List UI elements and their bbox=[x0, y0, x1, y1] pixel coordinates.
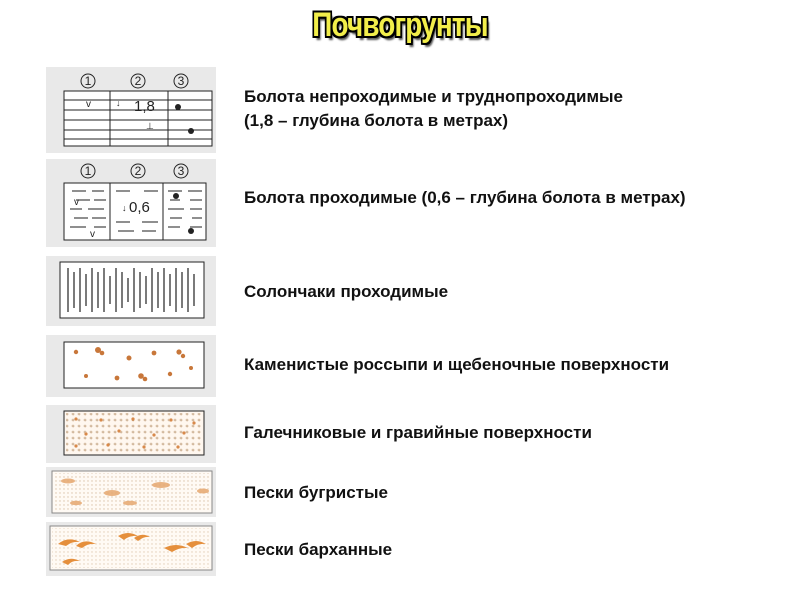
legend-label-line: Пески барханные bbox=[244, 540, 393, 559]
salt-marsh-symbol bbox=[46, 256, 216, 326]
page-title: Почвогрунты bbox=[312, 6, 488, 44]
legend-label bbox=[244, 421, 592, 445]
legend-label-line: Солончаки проходимые bbox=[244, 282, 449, 301]
swamp-passable-symbol bbox=[46, 159, 216, 247]
page-title-wrap bbox=[0, 6, 800, 45]
svg-text:v: v bbox=[90, 229, 95, 240]
mark-3: 3 bbox=[177, 164, 185, 178]
svg-text:↓: ↓ bbox=[122, 203, 127, 213]
legend-label bbox=[244, 186, 686, 210]
swamp-depth-label: 0,6 bbox=[129, 199, 150, 216]
mark-2: 2 bbox=[134, 74, 142, 88]
swamp-impassable-symbol bbox=[46, 67, 216, 153]
legend-label-line: (1,8 – глубина болота в метрах) bbox=[244, 111, 509, 130]
legend-label-line: Пески бугристые bbox=[244, 483, 388, 502]
legend-label-line: Болота проходимые (0,6 – глубина болота в метрах) bbox=[244, 188, 686, 207]
svg-text:v: v bbox=[86, 99, 91, 110]
pebble-gravel-symbol bbox=[46, 405, 216, 463]
svg-text:↓: ↓ bbox=[116, 98, 121, 108]
barchan-sand-symbol bbox=[46, 522, 216, 576]
svg-text:v: v bbox=[74, 197, 79, 208]
legend-label bbox=[244, 538, 392, 562]
legend-label-line: Каменистые россыпи и щебеночные поверхности bbox=[244, 355, 670, 374]
svg-text:⊥: ⊥ bbox=[146, 121, 154, 131]
mark-1: 1 bbox=[84, 74, 92, 88]
legend-label bbox=[244, 353, 669, 377]
legend-label bbox=[244, 280, 448, 304]
legend-label bbox=[244, 85, 623, 133]
swamp-depth-label: 1,8 bbox=[134, 98, 155, 115]
stony-placer-symbol bbox=[46, 335, 216, 397]
legend-label-line: Галечниковые и гравийные поверхности bbox=[244, 423, 592, 442]
mark-2: 2 bbox=[134, 164, 142, 178]
mark-1: 1 bbox=[84, 164, 92, 178]
legend-label bbox=[244, 481, 388, 505]
hummocky-sand-symbol bbox=[46, 467, 216, 517]
legend-label-line: Болота непроходимые и труднопроходимые bbox=[244, 87, 623, 106]
mark-3: 3 bbox=[177, 74, 185, 88]
